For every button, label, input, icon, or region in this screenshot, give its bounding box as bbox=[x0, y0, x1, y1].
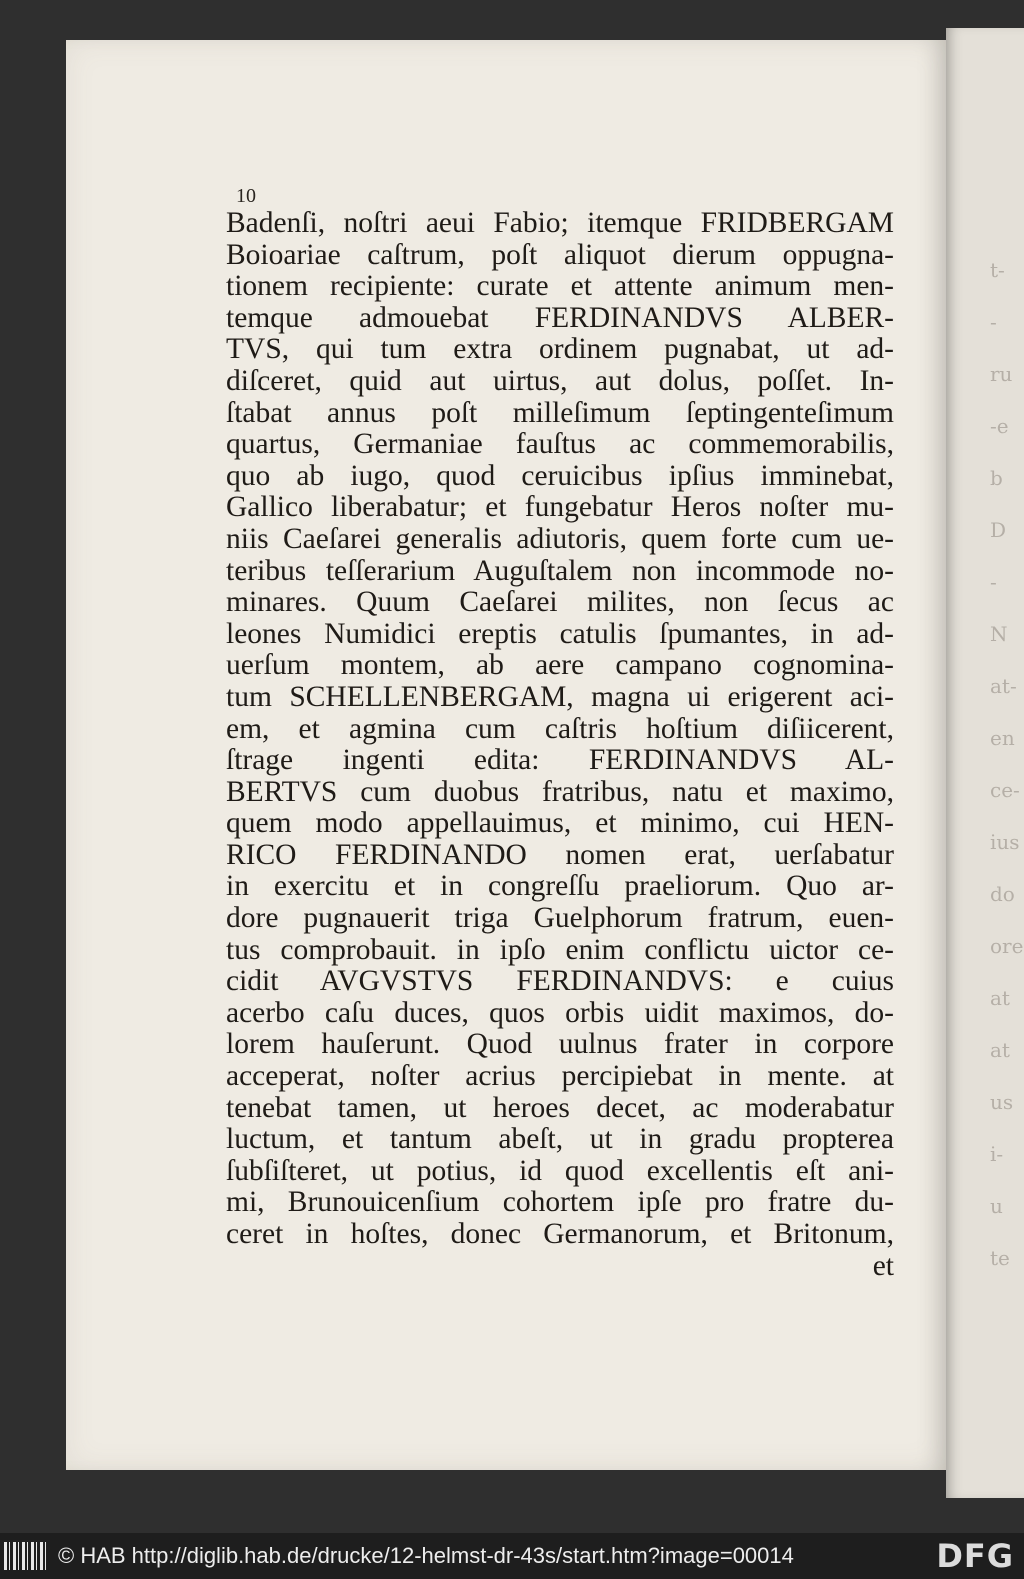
text-line: quem modo appellauimus, et minimo, cui HEN- bbox=[226, 808, 894, 840]
facing-page-edge bbox=[946, 28, 1024, 1498]
text-line: BERTVS cum duobus fratribus, natu et maximo, bbox=[226, 776, 894, 808]
text-line: temque admouebat FERDINANDVS ALBER- bbox=[226, 302, 894, 334]
text-line: em, et agmina cum caſtris hoſtium diſiicerent, bbox=[226, 713, 894, 745]
text-line: tionem recipiente: curate et attente animum men- bbox=[226, 271, 894, 303]
text-line: acceperat, noſter acrius percipiebat in mente. at bbox=[226, 1061, 894, 1093]
text-line: leones Numidici ereptis catulis ſpumantes, in ad- bbox=[226, 618, 894, 650]
bleed-fragment: ru bbox=[990, 362, 1013, 386]
bleed-fragment: en bbox=[990, 726, 1015, 750]
dfg-logo: DFG bbox=[936, 1537, 1014, 1575]
bleed-fragment: - bbox=[990, 310, 997, 334]
bleed-fragment: te bbox=[990, 1246, 1010, 1270]
text-line: in exercitu et in congreſſu praeliorum. Quo ar- bbox=[226, 871, 894, 903]
text-line: ceret in hoſtes, donec Germanorum, et Britonum, bbox=[226, 1219, 894, 1250]
footer-bar bbox=[0, 1533, 1024, 1579]
catchword: et bbox=[872, 1250, 894, 1282]
text-line: Gallico liberabatur; et fungebatur Heros noſter mu- bbox=[226, 492, 894, 524]
text-line: ſtabat annus poſt milleſimum ſeptingenteſimum bbox=[226, 397, 894, 429]
bleed-fragment: ore bbox=[990, 934, 1024, 958]
bleed-fragment: ius bbox=[990, 830, 1020, 854]
bleed-fragment: D bbox=[990, 518, 1007, 542]
bleed-fragment: -e bbox=[990, 414, 1009, 438]
source-credit[interactable]: © HAB http://diglib.hab.de/drucke/12-helmst-dr-43s/start.htm?image=00014 bbox=[58, 1543, 794, 1568]
text-line: tenebat tamen, ut heroes decet, ac moderabatur bbox=[226, 1092, 894, 1124]
text-lines bbox=[226, 208, 894, 1251]
text-line: uerſum montem, ab aere campano cognomina- bbox=[226, 650, 894, 682]
text-line: Boioariae caſtrum, poſt aliquot dierum oppugna- bbox=[226, 239, 894, 271]
bleed-fragment: N bbox=[990, 622, 1008, 646]
bleed-fragment: t- bbox=[990, 258, 1005, 282]
text-line: cidit AVGVSTVS FERDINANDVS: e cuius bbox=[226, 966, 894, 998]
text-line: lorem hauſerunt. Quod uulnus frater in corpore bbox=[226, 1029, 894, 1061]
text-line: ſtrage ingenti edita: FERDINANDVS AL- bbox=[226, 745, 894, 777]
bleed-fragment: ce- bbox=[990, 778, 1020, 802]
bleed-fragment: - bbox=[990, 570, 997, 594]
bleed-fragment: i- bbox=[990, 1142, 1004, 1166]
text-line: luctum, et tantum abeſt, ut in gradu propterea bbox=[226, 1124, 894, 1156]
text-line: minares. Quum Caeſarei milites, non ſecus ac bbox=[226, 587, 894, 619]
text-line: diſceret, quid aut uirtus, aut dolus, poſſet. In- bbox=[226, 365, 894, 397]
text-line: mi, Brunouicenſium cohortem ipſe pro fratre du- bbox=[226, 1187, 894, 1219]
text-line: Badenſi, noſtri aeui Fabio; itemque FRIDBERGAM bbox=[226, 208, 894, 239]
bleed-fragment: at bbox=[990, 1038, 1010, 1062]
bleed-fragment: do bbox=[990, 882, 1015, 906]
bleed-fragment: at bbox=[990, 986, 1010, 1010]
bleed-fragment: at- bbox=[990, 674, 1017, 698]
text-line: teribus teſſerarium Auguſtalem non incommode no- bbox=[226, 555, 894, 587]
bleed-fragment: b bbox=[990, 466, 1003, 490]
barcode-icon bbox=[4, 1542, 48, 1570]
text-line: TVS, qui tum extra ordinem pugnabat, ut ad- bbox=[226, 334, 894, 366]
text-line: niis Caeſarei generalis adiutoris, quem forte cum ue- bbox=[226, 523, 894, 555]
text-line: acerbo caſu duces, quos orbis uidit maximos, do- bbox=[226, 997, 894, 1029]
text-line: ſubſiſteret, ut potius, id quod excellentis eſt ani- bbox=[226, 1155, 894, 1187]
text-line: tum SCHELLENBERGAM, magna ui erigerent aci- bbox=[226, 681, 894, 713]
bleed-fragment: u bbox=[990, 1194, 1003, 1218]
text-line: quartus, Germaniae fauſtus ac commemorabilis, bbox=[226, 429, 894, 461]
page-number: 10 bbox=[236, 185, 256, 207]
text-line: RICO FERDINANDO nomen erat, uerſabatur bbox=[226, 839, 894, 871]
page-text bbox=[226, 186, 894, 1282]
text-line: quo ab iugo, quod ceruicibus ipſius imminebat, bbox=[226, 460, 894, 492]
bleed-fragment: us bbox=[990, 1090, 1014, 1114]
text-line: dore pugnauerit triga Guelphorum fratrum, euen- bbox=[226, 903, 894, 935]
text-line: tus comprobauit. in ipſo enim conflictu uictor ce- bbox=[226, 934, 894, 966]
